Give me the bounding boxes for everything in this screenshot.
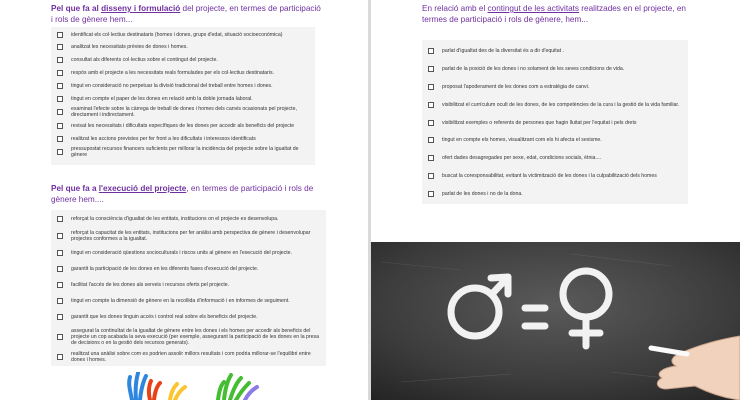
checklist-item-text: proposat l'apoderament de les dones com a estratègia de canvi.	[442, 84, 590, 90]
execution-heading-pre: Pel que fa a	[51, 184, 99, 193]
checkbox[interactable]	[57, 250, 63, 256]
checklist-item	[51, 293, 326, 309]
checklist-item-text: tingut en consideració no perpetuar la divisió tradicional del treball entre homes i dones.	[71, 82, 273, 89]
checklist-item-text: consultat als diferents col·lectius sobre el contingut del projecte.	[71, 56, 218, 63]
checklist-item	[51, 41, 315, 53]
checklist-item-text: realitzat una anàlisi sobre com es podrien assolir millors resultats i com podria millorar-se l'equilibri entre dones i homes.	[71, 351, 311, 363]
checklist-item	[51, 29, 315, 41]
checklist-item	[51, 53, 315, 66]
checklist-item-text: examinat l'efecte sobre la càrrega de treball de dones i homes dels canvis ocasionats pel projecte, directament i indirectament.	[71, 106, 297, 118]
checklist-item-text: analitzat les necessitats prèvies de dones i homes.	[71, 44, 188, 50]
checklist-item-text: tingut en consideració qüestions socioculturals i riscos units al gènere en l'execució del projecte.	[71, 250, 293, 256]
checkbox[interactable]	[57, 314, 63, 320]
checkbox[interactable]	[428, 155, 434, 161]
design-checklist	[51, 27, 315, 165]
checkbox[interactable]	[57, 32, 63, 38]
checklist-item-text: parlat de les dones i no de la dona.	[442, 191, 523, 197]
checkbox[interactable]	[428, 191, 434, 197]
checkbox[interactable]	[57, 266, 63, 272]
checkbox[interactable]	[57, 216, 63, 222]
checkbox[interactable]	[57, 334, 63, 340]
checklist-item	[51, 105, 315, 119]
checkbox[interactable]	[57, 136, 63, 142]
checklist-item	[422, 185, 688, 203]
checklist-item	[51, 325, 326, 349]
checklist-item	[422, 167, 688, 185]
checklist-item	[51, 211, 326, 226]
checkbox[interactable]	[57, 298, 63, 304]
checklist-item	[51, 245, 326, 261]
contents-heading-pre: En relació amb el	[422, 4, 488, 13]
checklist-item	[422, 114, 688, 131]
contents-heading-link[interactable]: contingut de les activitats	[487, 4, 580, 13]
checklist-item-text: ofert dades desagregades per sexe, edat, condicions socials, ètnia....	[442, 155, 602, 161]
checklist-item	[422, 78, 688, 96]
contents-checklist	[422, 40, 688, 204]
left-page	[0, 0, 368, 400]
checklist-item	[51, 277, 326, 293]
checklist-item	[51, 349, 326, 365]
checkbox[interactable]	[428, 137, 434, 143]
checkbox[interactable]	[428, 102, 434, 108]
design-heading-pre: Pel que fa al	[51, 4, 102, 13]
checkbox[interactable]	[57, 354, 63, 360]
checkbox[interactable]	[57, 57, 63, 63]
checklist-item	[51, 92, 315, 105]
checklist-item-text: reforçat la consciència d'igualtat de les entitats, institucions on el projecte es desenvolupa.	[71, 215, 279, 222]
checklist-item-text: buscat la coresponsabilitat, evitant la victimització de les dones i la culpabilització dels homes	[442, 173, 657, 179]
checklist-item	[51, 309, 326, 325]
checkbox[interactable]	[428, 66, 434, 72]
checkbox[interactable]	[57, 149, 63, 155]
checkbox[interactable]	[57, 109, 63, 115]
contents-heading-post: realitzades en el projecte, en termes de participació i rols de gènere, hem...	[422, 4, 686, 24]
checklist-item	[51, 145, 315, 159]
checklist-item-text: revisat les necessitats i dificultats específiques de les dones per accedir als beneficis del projecte	[71, 123, 295, 129]
checkbox[interactable]	[57, 70, 63, 76]
checklist-item-text: tingut en compte el paper de les dones en relació amb la doble jornada laboral.	[71, 95, 253, 102]
checklist-item-text: respós amb el projecte a les necessitats reals formulades per els col·lectius destinataris.	[71, 69, 274, 76]
checklist-item-text: pressupostat recursos financers suficients per millorar la incidència del projecte sobre la igualtat de gènere	[71, 146, 299, 158]
contents-heading	[422, 3, 696, 25]
checklist-item-text: parlat de la posició de les dones i no solament de les seves condicions de vida.	[442, 66, 625, 72]
checklist-item	[422, 149, 688, 167]
colorful-hands-image	[120, 372, 270, 400]
checklist-item-text: facilitat l'accés de les dones als serveis i recursos oferts pel projecte.	[71, 282, 230, 288]
checkbox[interactable]	[57, 96, 63, 102]
checklist-item-text: reforçat la capacitat de les entitats, institucions per fer anàlisi amb perspectiva de gènere i desenvolupar projectes conformes a la igualtat.	[71, 229, 311, 242]
checklist-item	[51, 226, 326, 245]
checkbox[interactable]	[428, 173, 434, 179]
checkbox[interactable]	[428, 48, 434, 54]
checkbox[interactable]	[428, 120, 434, 126]
checklist-item	[51, 79, 315, 92]
checklist-item	[51, 119, 315, 133]
design-heading	[51, 3, 323, 25]
execution-checklist	[51, 210, 326, 366]
execution-heading-post: , en termes de participació i rols de gènere hem....	[51, 184, 314, 204]
checkbox[interactable]	[428, 84, 434, 90]
checklist-item-text: visibilitzat exemples o referents de persones que hagin lluitat per l'equitat i pels drets	[442, 119, 637, 126]
design-heading-post: del projecte, en termes de participació i rols de gènere hem...	[51, 4, 321, 24]
checkbox[interactable]	[57, 233, 63, 239]
checklist-item-text: assegurat la continuïtat de la igualtat de gènere entre les dones i els homes per accedir als beneficis del projecte un cop acabada la seva execució (per exemple, assegurant la participació de les dones en la presa de decisions o en la gestió dels recursos generats).	[71, 328, 319, 346]
checklist-item-text: identificat els col·lectius destinataris (homes i dones, grups d'edat, situació socioeconòmica)	[71, 32, 283, 38]
checklist-item	[51, 261, 326, 277]
execution-heading-link[interactable]: l'execució del projecte	[98, 184, 187, 193]
execution-heading	[51, 183, 333, 205]
checklist-item-text: tingut en compte els homes, visualitzant com els hi afecta el sexisme.	[442, 137, 602, 143]
checklist-item	[422, 96, 688, 114]
checklist-item	[51, 66, 315, 79]
design-heading-link[interactable]: disseny i formulació	[101, 4, 181, 13]
chalkboard-gender-symbols-image	[371, 242, 740, 400]
checklist-item-text: garantit que les dones tinguin accés i control real sobre els beneficis del projecte.	[71, 314, 258, 320]
checklist-item-text: garantit la participació de les dones en les diferents fases d'execució del projecte.	[71, 266, 259, 272]
right-page	[371, 0, 740, 400]
checkbox[interactable]	[57, 123, 63, 129]
checkbox[interactable]	[57, 282, 63, 288]
checkbox[interactable]	[57, 83, 63, 89]
checklist-item	[51, 133, 315, 145]
checkbox[interactable]	[57, 44, 63, 50]
checklist-item	[422, 60, 688, 78]
checklist-item	[422, 41, 688, 60]
checklist-item-text: realitzat les accions previstes per fer front a les dificultats i interessos identificats	[71, 136, 256, 142]
checklist-item-text: parlat d'igualtat des de la diversitat és a dir d'equitat .	[442, 47, 564, 54]
checklist-item	[422, 131, 688, 149]
checklist-item-text: visibilitzat el currículum ocult de les dones, de les competències de la cura i la gestió de la vida familiar.	[442, 102, 680, 108]
checklist-item-text: tingut en compte la dimensió de gènere en la recollida d'informació i en informes de seguiment.	[71, 298, 290, 304]
